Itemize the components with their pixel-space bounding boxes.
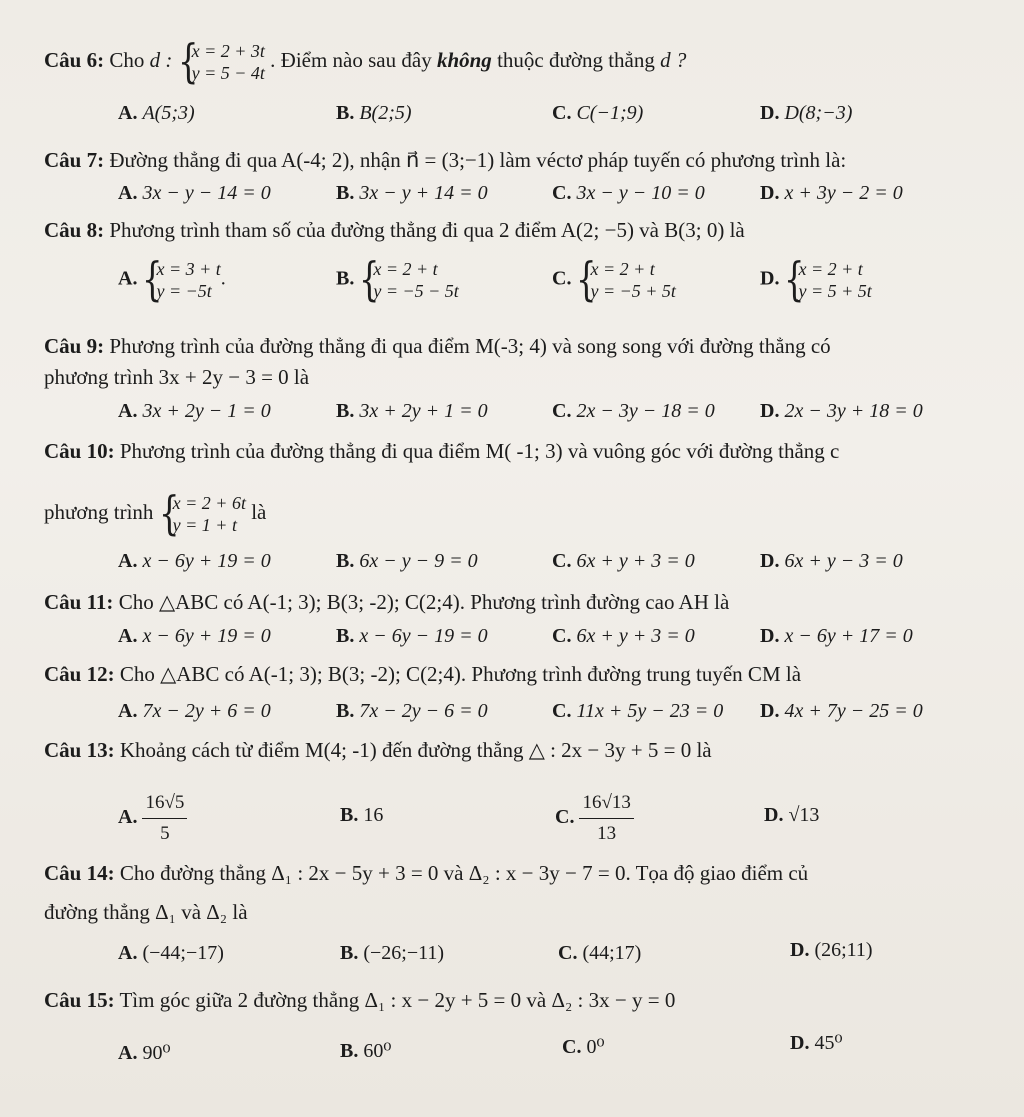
option-c[interactable]: C. 2x − 3y − 18 = 0 (552, 400, 715, 422)
question-label: Câu 10: (44, 439, 115, 463)
option-a[interactable]: A. x − 6y + 19 = 0 (118, 550, 271, 572)
option-b[interactable]: B. x − 6y − 19 = 0 (336, 625, 488, 647)
question-text: Tìm góc giữa 2 đường thẳng Δ₁ : x − 2y + 5 = 0 và Δ₂ : 3x − y = 0 (119, 988, 676, 1012)
option-b[interactable]: B. 6x − y − 9 = 0 (336, 550, 478, 572)
option-c[interactable]: C. (44;17) (558, 942, 642, 964)
system-row: y = 5 − 4t (191, 63, 265, 83)
option-a[interactable]: A. 3x + 2y − 1 = 0 (118, 400, 271, 422)
question-label: Câu 12: (44, 662, 115, 686)
question-15 (44, 987, 675, 1013)
option-a[interactable]: A. 90⁰ (118, 1042, 171, 1064)
option-a[interactable]: A. $\frac{16√5}{5}$ (118, 790, 187, 847)
system-row: x = 2 + 3t (191, 41, 265, 61)
question-text: Đường thẳng đi qua A(-4; 2), nhận n⃗ = (3;−1) làm véctơ pháp tuyến có phương trình là: (109, 148, 847, 172)
fraction: $\frac{16√13}{13}$ (579, 790, 633, 847)
option-d[interactable]: D. 6x + y − 3 = 0 (760, 550, 903, 572)
option-a[interactable]: A. { x = 3 + t y = −5t . (118, 252, 226, 306)
question-text: Khoảng cách từ điểm M(4; -1) đến đường thẳng △ : 2x − 3y + 5 = 0 là (119, 738, 712, 762)
option-c[interactable]: C. 11x + 5y − 23 = 0 (552, 700, 724, 722)
option-b[interactable]: B. 16 (340, 804, 384, 826)
question-text: Cho △ABC có A(-1; 3); B(3; -2); C(2;4). Phương trình đường cao AH là (118, 590, 730, 614)
option-b[interactable]: B. 60⁰ (340, 1040, 392, 1062)
option-c[interactable]: C. { x = 2 + t y = −5 + 5t (552, 252, 676, 306)
option-d[interactable]: D. { x = 2 + t y = 5 + 5t (760, 252, 872, 306)
question-text: đường thẳng Δ₁ và Δ₂ là (44, 900, 248, 924)
question-label: Câu 11: (44, 590, 114, 614)
option-d[interactable]: D. 4x + 7y − 25 = 0 (760, 700, 923, 722)
question-text: Cho đường thẳng Δ₁ : 2x − 5y + 3 = 0 và Δ₂ : x − 3y − 7 = 0. Tọa độ giao điểm củ (119, 861, 809, 885)
question-label: Câu 9: (44, 334, 105, 358)
fraction: $\frac{16√5}{5}$ (142, 790, 187, 847)
question-13 (44, 737, 712, 763)
option-c[interactable]: C. 3x − y − 10 = 0 (552, 182, 705, 204)
question-label: Câu 8: (44, 218, 105, 242)
question-6 (44, 34, 687, 88)
option-a[interactable]: A. A(5;3) (118, 102, 195, 124)
option-c[interactable]: C. 0⁰ (562, 1036, 605, 1058)
parametric-system: { x = 2 + 3t y = 5 − 4t (177, 34, 265, 88)
question-12 (44, 661, 801, 687)
question-text: Cho △ABC có A(-1; 3); B(3; -2); C(2;4). Phương trình đường trung tuyến CM là (119, 662, 802, 686)
question-9-cont (44, 364, 309, 390)
question-text: thuộc đường thẳng (497, 47, 655, 72)
option-a[interactable]: A. (−44;−17) (118, 942, 224, 964)
option-b[interactable]: B. 3x + 2y + 1 = 0 (336, 400, 488, 422)
question-text: phương trình (44, 499, 154, 524)
option-b[interactable]: B. 3x − y + 14 = 0 (336, 182, 488, 204)
option-d[interactable]: D. 2x − 3y + 18 = 0 (760, 400, 923, 422)
option-b[interactable]: B. (−26;−11) (340, 942, 445, 964)
question-14-cont (44, 899, 248, 925)
question-label: Câu 13: (44, 738, 115, 762)
question-10-cont: phương trình { x = 2 + 6t y = 1 + t là (44, 486, 267, 540)
line-name: d : (149, 47, 173, 72)
option-b[interactable]: B. 7x − 2y − 6 = 0 (336, 700, 488, 722)
question-14 (44, 860, 808, 886)
question-label: Câu 14: (44, 861, 115, 885)
emphasis-text: không (436, 47, 492, 72)
question-11 (44, 589, 729, 615)
question-label: Câu 7: (44, 148, 105, 172)
question-text: Cho (109, 47, 145, 72)
option-c[interactable]: C. 6x + y + 3 = 0 (552, 625, 695, 647)
option-a[interactable]: A. 7x − 2y + 6 = 0 (118, 700, 271, 722)
question-text: Phương trình của đường thẳng đi qua điểm M( -1; 3) và vuông góc với đường thẳng c (119, 439, 840, 463)
option-b[interactable]: B. { x = 2 + t y = −5 − 5t (336, 252, 459, 306)
option-a[interactable]: A. 3x − y − 14 = 0 (118, 182, 271, 204)
question-10 (44, 438, 839, 464)
question-8 (44, 217, 745, 243)
option-d[interactable]: D. 45⁰ (790, 1032, 843, 1054)
option-c[interactable]: C. $\frac{16√13}{13}$ (555, 790, 634, 847)
option-c[interactable]: C. 6x + y + 3 = 0 (552, 550, 695, 572)
option-d[interactable]: D. x − 6y + 17 = 0 (760, 625, 913, 647)
parametric-system: { x = 2 + 6t y = 1 + t (158, 486, 246, 540)
option-d[interactable]: D. (26;11) (790, 939, 873, 961)
option-c[interactable]: C. C(−1;9) (552, 102, 644, 124)
option-a[interactable]: A. x − 6y + 19 = 0 (118, 625, 271, 647)
question-text: phương trình 3x + 2y − 3 = 0 là (44, 365, 310, 389)
question-9 (44, 333, 831, 359)
question-text: . Điểm nào sau đây (270, 47, 432, 72)
option-b[interactable]: B. B(2;5) (336, 102, 412, 124)
question-7 (44, 147, 846, 173)
option-d[interactable]: D. x + 3y − 2 = 0 (760, 182, 903, 204)
option-d[interactable]: D. D(8;−3) (760, 102, 853, 124)
question-text: Phương trình tham số của đường thẳng đi qua 2 điểm A(2; −5) và B(3; 0) là (109, 218, 745, 242)
question-text: Phương trình của đường thẳng đi qua điểm M(-3; 4) và song song với đường thẳng có (109, 334, 831, 358)
question-label: Câu 6: (44, 47, 105, 72)
option-d[interactable]: D. √13 (764, 804, 820, 826)
question-text: d ? (660, 47, 687, 72)
question-label: Câu 15: (44, 988, 115, 1012)
